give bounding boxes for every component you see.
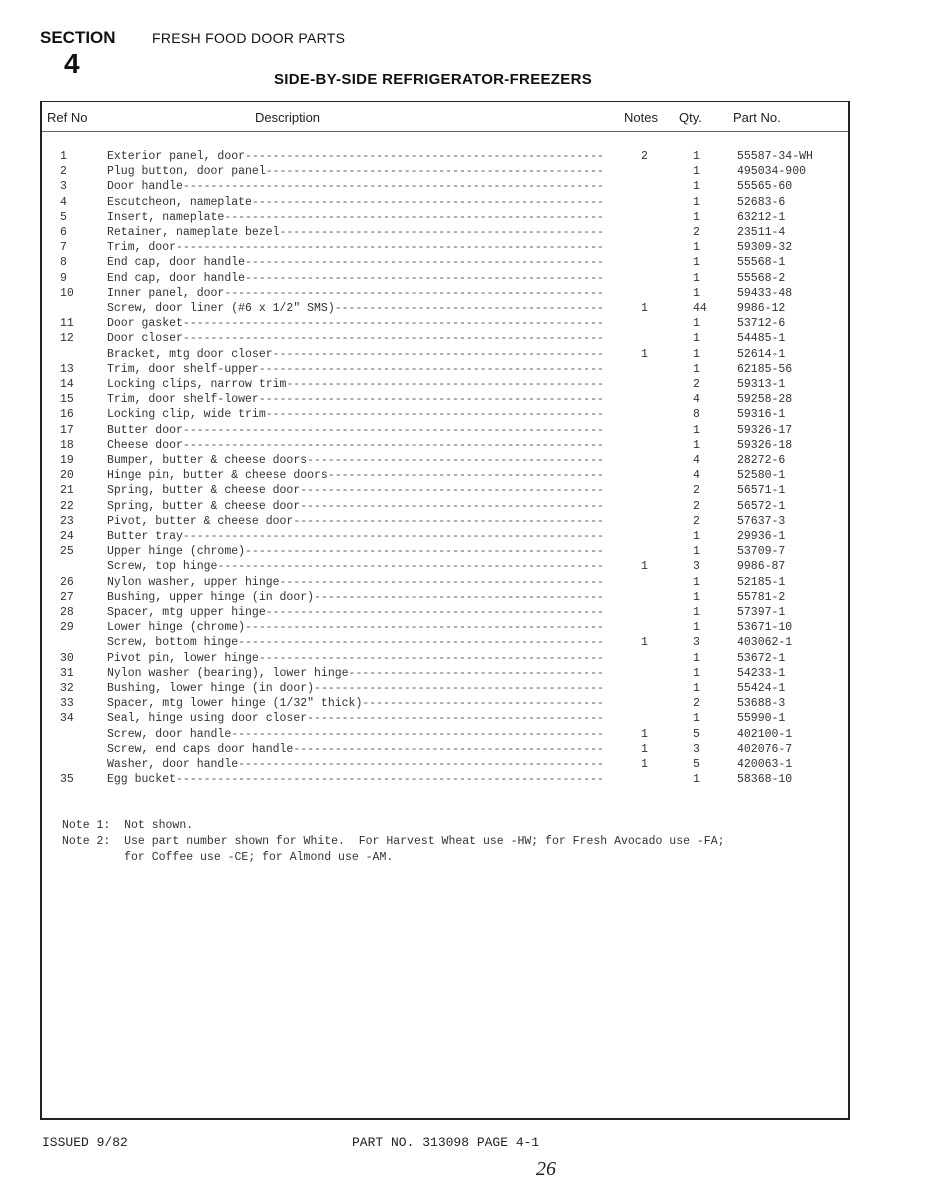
table-row [0,256,942,271]
column-header-description: Description [255,110,321,125]
qty-cell: 8 [693,408,700,422]
qty-cell: 1 [693,545,700,559]
part-number-cell: 53671-10 [737,621,793,635]
ref-cell: 22 [60,499,74,513]
part-number-cell: 420063-1 [737,758,793,771]
ref-cell: 31 [60,666,74,680]
ref-cell: 1 [60,150,67,163]
note-1: Note 1: Not shown. [62,819,194,832]
part-number-cell: 55568-1 [737,256,786,270]
description-cell: Trim, door ----- [107,241,602,254]
qty-cell: 1 [693,606,700,619]
description-cell: Bushing, lower hinge (in door) ----- [107,682,602,695]
table-row [0,515,942,530]
table-row [0,530,942,545]
description-cell: Insert, nameplate ----- [107,211,602,224]
table-row [0,408,942,423]
qty-cell: 1 [693,773,700,787]
table-row [0,272,942,287]
part-number-cell: 56571-1 [737,484,786,498]
description-cell: Screw, door liner (#6 x 1/2" SMS) ----- [107,302,602,315]
column-header-ref: Ref No [47,110,88,125]
part-number-cell: 52185-1 [737,575,786,589]
ref-cell: 25 [60,545,74,559]
table-row [0,439,942,454]
notes-cell: 1 [641,758,648,771]
ref-cell: 9 [60,271,67,285]
table-row [0,317,942,332]
table-row [0,211,942,226]
ref-cell: 7 [60,241,67,255]
part-number-cell: 29936-1 [737,530,786,543]
part-number-cell: 9986-12 [737,302,786,315]
qty-cell: 5 [693,727,700,741]
description-cell: Escutcheon, nameplate ----- [107,196,602,209]
description-cell: Hinge pin, butter & cheese doors ----- [107,469,602,482]
ref-cell: 21 [60,484,74,498]
part-number-cell: 53712-6 [737,317,786,331]
qty-cell: 1 [693,195,700,209]
qty-cell: 5 [693,758,700,771]
description-cell: Screw, end caps door handle ----- [107,743,602,756]
part-number-cell: 59313-1 [737,378,786,391]
ref-cell: 5 [60,210,67,224]
table-row [0,682,942,697]
column-header-notes: Notes [624,110,658,125]
page-title: SIDE-BY-SIDE REFRIGERATOR-FREEZERS [274,71,593,88]
table-row [0,469,942,484]
qty-cell: 1 [693,332,700,346]
description-cell: Butter door ----- [107,424,602,437]
ref-cell: 14 [60,378,74,391]
part-number-cell: 54485-1 [737,332,786,346]
table-row [0,697,942,712]
notes-cell: 1 [641,727,648,741]
description-cell: Cheese door ----- [107,439,602,452]
qty-cell: 2 [693,499,700,513]
qty-cell: 44 [693,302,707,315]
description-cell: Trim, door shelf-lower ----- [107,393,602,406]
ref-cell: 6 [60,226,67,239]
part-number-cell: 53672-1 [737,651,786,665]
description-cell: Seal, hinge using door closer ----- [107,712,602,725]
description-cell: Butter tray ----- [107,530,602,543]
part-number-cell: 55781-2 [737,590,786,604]
note-2-continued: for Coffee use -CE; for Almond use -AM. [62,851,394,864]
description-cell: Screw, door handle ----- [107,728,602,741]
table-row [0,606,942,621]
description-cell: End cap, door handle ----- [107,272,602,285]
ref-cell: 4 [60,195,67,209]
qty-cell: 1 [693,530,700,543]
qty-cell: 1 [693,165,700,179]
notes-cell: 1 [641,302,648,315]
qty-cell: 3 [693,636,700,650]
part-number-cell: 63212-1 [737,210,786,224]
part-number-cell: 59433-48 [737,286,793,300]
ref-cell: 16 [60,408,74,422]
part-number-cell: 28272-6 [737,454,786,467]
description-cell: Door gasket ----- [107,317,602,330]
ref-cell: 29 [60,621,74,635]
qty-cell: 1 [693,423,700,437]
description-cell: Bumper, butter & cheese doors ----- [107,454,602,467]
description-cell: Spring, butter & cheese door ----- [107,500,602,513]
table-row [0,226,942,241]
table-row [0,652,942,667]
section-label: SECTION [40,28,116,47]
note-2: Note 2: Use part number shown for White. For Harvest Wheat use -HW; for Fresh Avocado use -FA; [62,835,725,848]
qty-cell: 1 [693,241,700,255]
qty-cell: 2 [693,226,700,239]
description-cell: Retainer, nameplate bezel ----- [107,226,602,239]
table-row [0,773,942,788]
ref-cell: 18 [60,438,74,452]
table-row [0,500,942,515]
ref-cell: 2 [60,165,67,179]
qty-cell: 1 [693,575,700,589]
notes-cell: 1 [641,560,648,574]
description-cell: Locking clips, narrow trim ----- [107,378,602,391]
table-row [0,287,942,302]
description-cell: Screw, top hinge ----- [107,560,602,573]
ref-cell: 10 [60,286,74,300]
ref-cell: 20 [60,469,74,483]
part-number-cell: 58368-10 [737,773,793,787]
qty-cell: 1 [693,621,700,635]
section-number: 4 [64,48,80,79]
table-row [0,636,942,651]
qty-cell: 4 [693,393,700,407]
description-cell: Pivot, butter & cheese door ----- [107,515,602,528]
qty-cell: 3 [693,742,700,756]
description-cell: Egg bucket ----- [107,773,602,786]
table-row [0,454,942,469]
ref-cell: 12 [60,332,74,346]
ref-cell: 24 [60,530,74,543]
table-row [0,393,942,408]
part-number-cell: 9986-87 [737,560,786,574]
qty-cell: 1 [693,362,700,376]
part-number-cell: 57637-3 [737,514,786,528]
ref-cell: 27 [60,590,74,604]
description-cell: Plug button, door panel ----- [107,165,602,178]
description-cell: Screw, bottom hinge ----- [107,636,602,649]
part-number-cell: 55587-34-WH [737,150,813,163]
notes-cell: 1 [641,347,648,361]
part-number-cell: 52580-1 [737,469,786,483]
part-number-cell: 403062-1 [737,636,793,650]
table-row [0,241,942,256]
table-row [0,332,942,347]
qty-cell: 1 [693,438,700,452]
ref-cell: 32 [60,682,74,695]
ref-cell: 26 [60,575,74,589]
table-row [0,424,942,439]
table-row [0,621,942,636]
issued-date: ISSUED 9/82 [42,1135,128,1150]
part-number-cell: 52614-1 [737,347,786,361]
table-row [0,728,942,743]
part-number-cell: 59316-1 [737,408,786,422]
part-number-cell: 59309-32 [737,241,793,255]
part-number-cell: 55990-1 [737,712,786,726]
description-cell: Spacer, mtg lower hinge (1/32" thick) ----- [107,697,602,710]
description-cell: Bushing, upper hinge (in door) ----- [107,591,602,604]
ref-cell: 15 [60,393,74,407]
qty-cell: 1 [693,347,700,361]
qty-cell: 1 [693,317,700,331]
description-cell: Upper hinge (chrome) ----- [107,545,602,558]
notes-cell: 1 [641,742,648,756]
header-divider [42,131,848,132]
description-cell: Pivot pin, lower hinge ----- [107,652,602,665]
qty-cell: 1 [693,210,700,224]
ref-cell: 11 [60,317,74,331]
ref-cell: 8 [60,256,67,270]
ref-cell: 35 [60,773,74,787]
ref-cell: 28 [60,606,74,619]
qty-cell: 1 [693,271,700,285]
description-cell: End cap, door handle ----- [107,256,602,269]
ref-cell: 13 [60,362,74,376]
table-row [0,150,942,165]
part-number-cell: 59258-28 [737,393,793,407]
ref-cell: 30 [60,651,74,665]
part-number-cell: 402076-7 [737,742,793,756]
ref-cell: 33 [60,697,74,711]
column-header-part-no: Part No. [733,110,781,125]
table-row [0,712,942,727]
ref-cell: 17 [60,423,74,437]
qty-cell: 2 [693,378,700,391]
part-number-cell: 62185-56 [737,362,793,376]
description-cell: Spring, butter & cheese door ----- [107,484,602,497]
table-row [0,743,942,758]
part-number-cell: 55424-1 [737,682,786,695]
part-number-cell: 402100-1 [737,727,793,741]
qty-cell: 4 [693,469,700,483]
qty-cell: 2 [693,514,700,528]
qty-cell: 3 [693,560,700,574]
table-row [0,348,942,363]
qty-cell: 1 [693,590,700,604]
qty-cell: 2 [693,697,700,711]
notes-cell: 1 [641,636,648,650]
table-row [0,667,942,682]
table-row [0,560,942,575]
description-cell: Lower hinge (chrome) ----- [107,621,602,634]
part-number-cell: 55565-60 [737,180,793,194]
part-number-cell: 52683-6 [737,195,786,209]
part-number-cell: 53709-7 [737,545,786,559]
table-row [0,484,942,499]
description-cell: Bracket, mtg door closer ----- [107,348,602,361]
notes-block [62,818,725,866]
qty-cell: 4 [693,454,700,467]
part-number-cell: 59326-18 [737,438,793,452]
notes-cell: 2 [641,150,648,163]
qty-cell: 1 [693,682,700,695]
qty-cell: 1 [693,256,700,270]
description-cell: Locking clip, wide trim ----- [107,408,602,421]
description-cell: Trim, door shelf-upper ----- [107,363,602,376]
qty-cell: 1 [693,286,700,300]
table-row [0,180,942,195]
part-number-cell: 55568-2 [737,271,786,285]
description-cell: Nylon washer (bearing), lower hinge ----- [107,667,602,680]
part-number-cell: 53688-3 [737,697,786,711]
ref-cell: 3 [60,180,67,194]
table-row [0,196,942,211]
qty-cell: 1 [693,180,700,194]
qty-cell: 1 [693,712,700,726]
qty-cell: 1 [693,651,700,665]
part-page-number: PART NO. 313098 PAGE 4-1 [352,1135,540,1150]
table-row [0,576,942,591]
part-number-cell: 54233-1 [737,666,786,680]
ref-cell: 34 [60,712,74,726]
handwritten-page-number: 26 [536,1158,556,1180]
section-title: FRESH FOOD DOOR PARTS [152,30,346,46]
part-number-cell: 59326-17 [737,423,793,437]
part-number-cell: 23511-4 [737,226,786,239]
table-row [0,545,942,560]
description-cell: Door handle ----- [107,180,602,193]
table-row [0,165,942,180]
qty-cell: 1 [693,666,700,680]
description-cell: Washer, door handle ----- [107,758,602,771]
table-row [0,758,942,773]
description-cell: Nylon washer, upper hinge ----- [107,576,602,589]
column-header-qty: Qty. [679,110,702,125]
part-number-cell: 57397-1 [737,606,786,619]
table-row [0,363,942,378]
part-number-cell: 56572-1 [737,499,786,513]
qty-cell: 1 [693,150,700,163]
description-cell: Door closer ----- [107,332,602,345]
part-number-cell: 495034-900 [737,165,807,179]
ref-cell: 23 [60,514,74,528]
table-row [0,378,942,393]
ref-cell: 19 [60,454,74,467]
table-row [0,591,942,606]
description-cell: Spacer, mtg upper hinge ----- [107,606,602,619]
description-cell: Inner panel, door ----- [107,287,602,300]
table-row [0,302,942,317]
description-cell: Exterior panel, door ----- [107,150,602,163]
qty-cell: 2 [693,484,700,498]
